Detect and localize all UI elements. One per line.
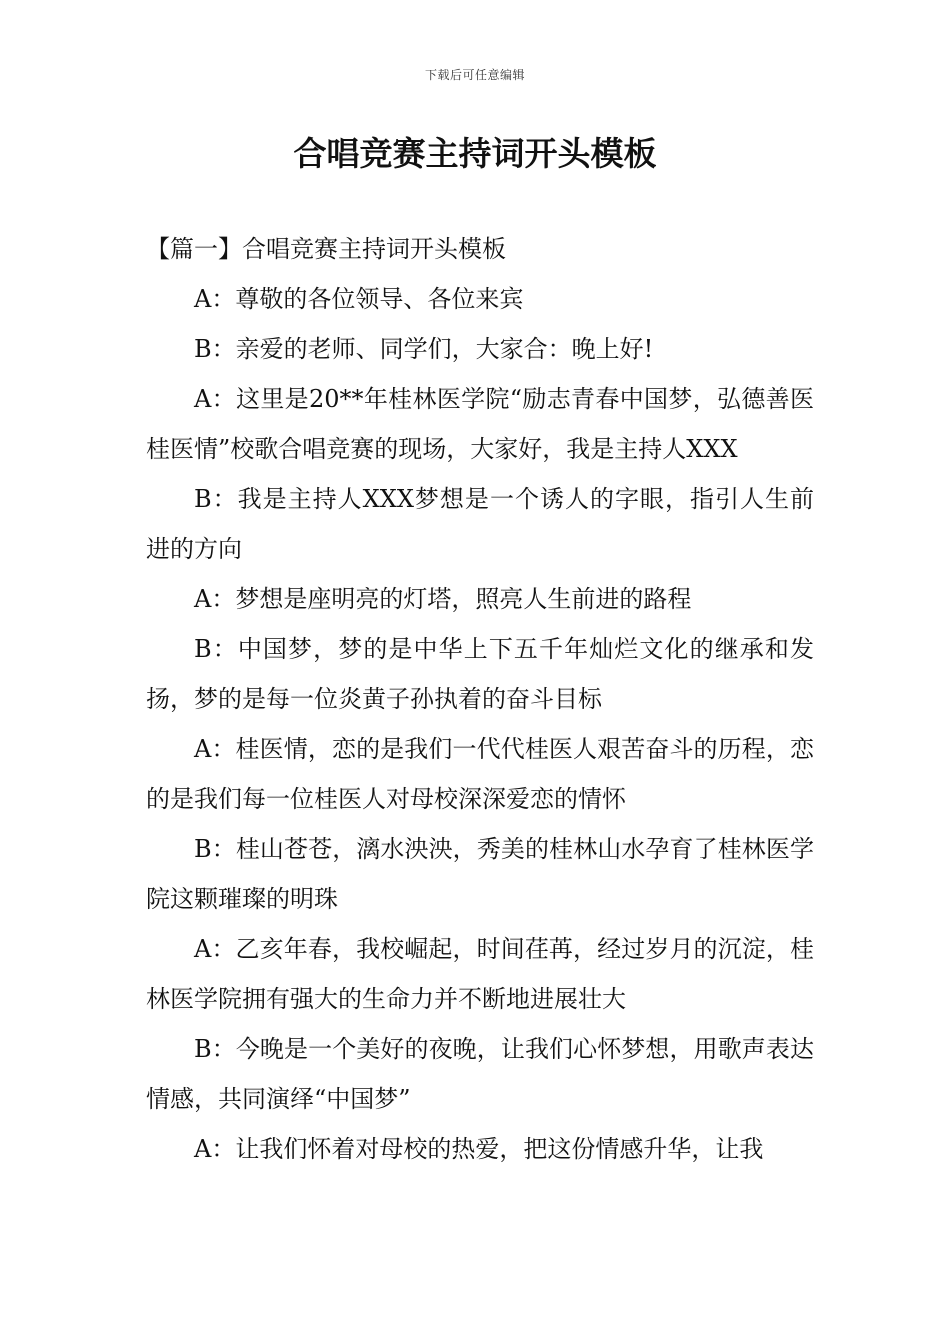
dialogue-paragraph: A：尊敬的各位领导、各位来宾 — [194, 285, 524, 313]
dialogue-paragraph: B：今晚是一个美好的夜晚，让我们心怀梦想，用歌声表达情感，共同演绎“中国梦” — [146, 1035, 814, 1113]
section-heading: 【篇一】合唱竞赛主持词开头模板 — [146, 235, 506, 263]
dialogue-paragraph: A：乙亥年春，我校崛起，时间荏苒，经过岁月的沉淀，桂林医学院拥有强大的生命力并不断地进展壮大 — [146, 935, 814, 1013]
dialogue-paragraph: B：我是主持人XXX梦想是一个诱人的字眼，指引人生前进的方向 — [146, 485, 814, 563]
dialogue-paragraph: B：桂山苍苍，漓水泱泱，秀美的桂林山水孕育了桂林医学院这颗璀璨的明珠 — [146, 835, 814, 913]
dialogue-paragraph: A：梦想是座明亮的灯塔，照亮人生前进的路程 — [194, 585, 692, 613]
document-body — [146, 224, 814, 1174]
dialogue-paragraph: A：桂医情，恋的是我们一代代桂医人艰苦奋斗的历程，恋的是我们每一位桂医人对母校深深爱恋的情怀 — [146, 735, 814, 813]
dialogue-paragraph: B：中国梦，梦的是中华上下五千年灿烂文化的继承和发扬，梦的是每一位炎黄子孙执着的奋斗目标 — [146, 635, 814, 713]
dialogue-paragraph: A：这里是20**年桂林医学院“励志青春中国梦，弘德善医桂医情”校歌合唱竞赛的现场，大家好，我是主持人XXX — [146, 385, 814, 463]
dialogue-paragraph: A：让我们怀着对母校的热爱，把这份情感升华，让我 — [194, 1135, 764, 1163]
document-title: 合唱竞赛主持词开头模板 — [293, 134, 657, 173]
header-note: 下载后可任意编辑 — [424, 68, 525, 82]
dialogue-paragraph: B：亲爱的老师、同学们，大家合：晚上好! — [194, 335, 654, 363]
